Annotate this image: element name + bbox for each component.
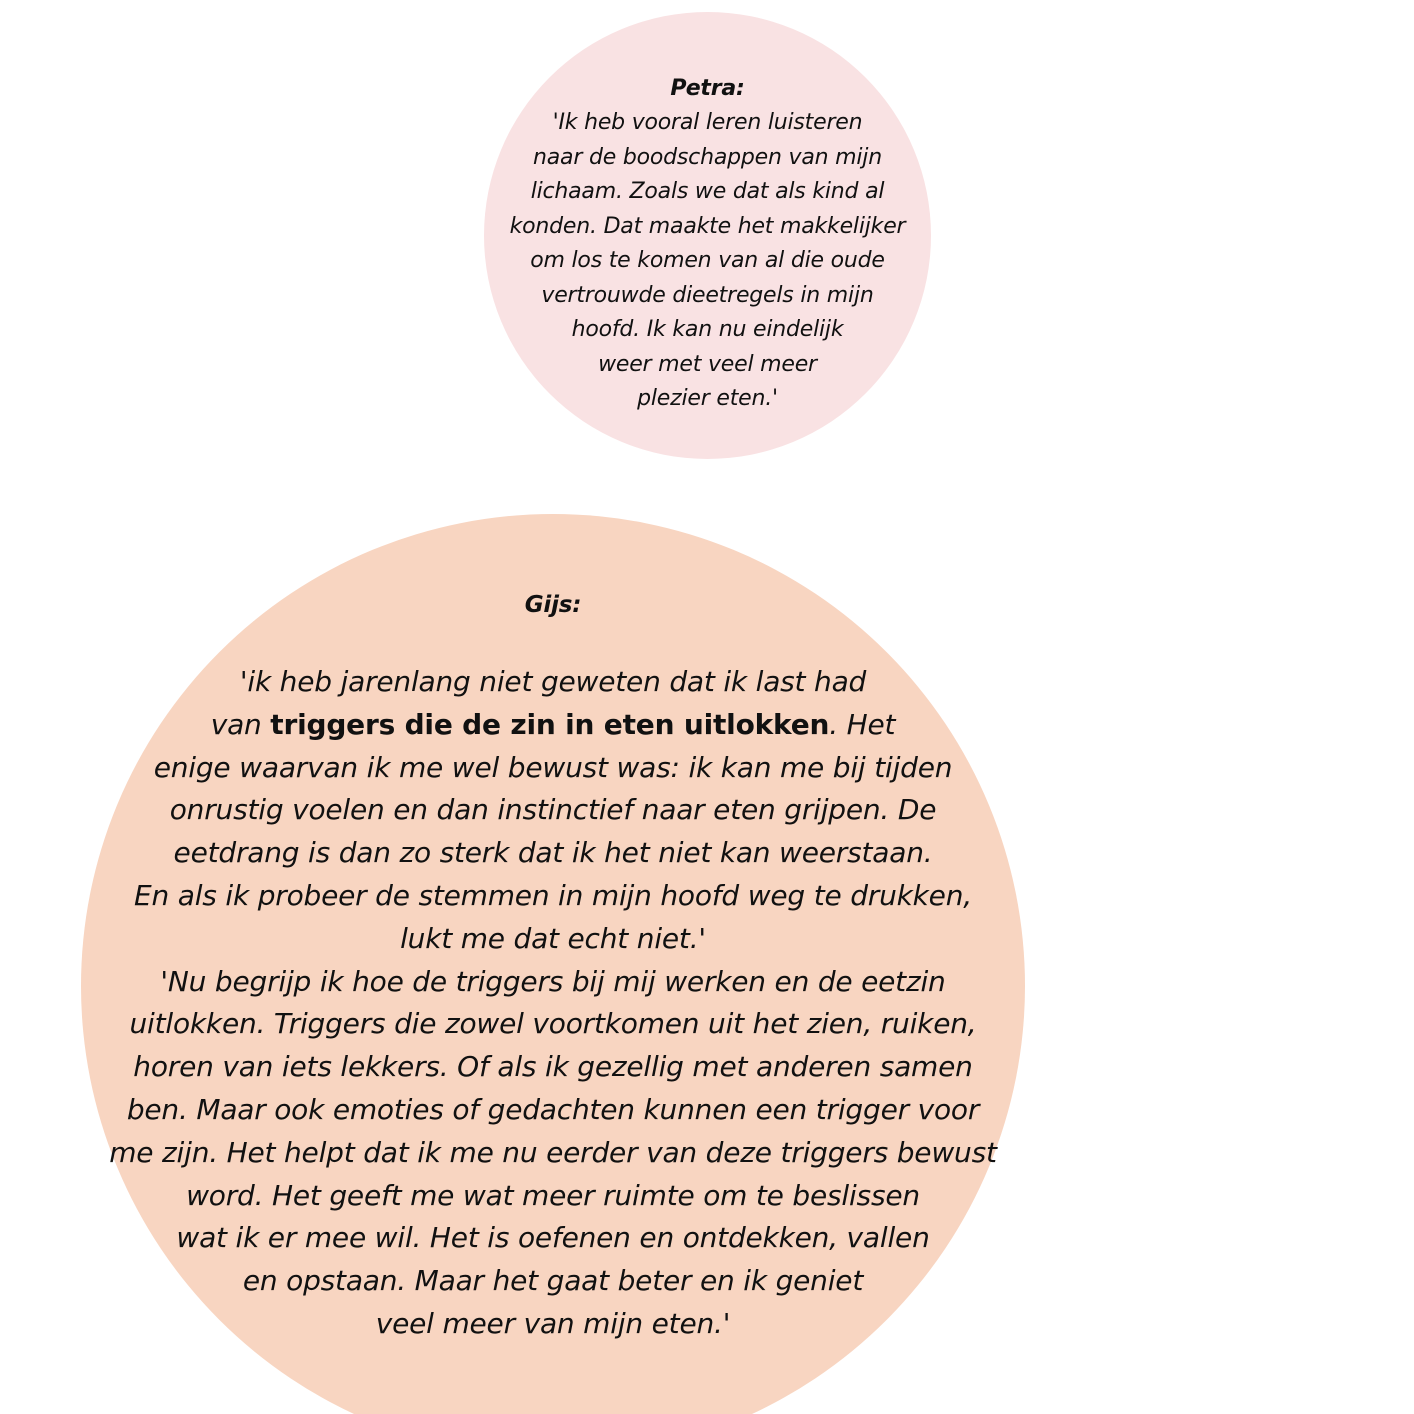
gijs-quote-line: en opstaan. Maar het gaat beter en ik geniet [242,1264,864,1298]
petra-testimonial [484,73,931,417]
gijs-quote-line: enige waarvan ik me wel bewust was: ik kan me bij tijden [153,750,953,784]
gijs-quote-line: lukt me dat echt niet.' [400,921,706,955]
gijs-quote-line: word. Het geeft me wat meer ruimte om te beslissen [186,1178,920,1212]
gijs-quote-line: 'ik heb jarenlang niet geweten dat ik last had [239,665,867,698]
gijs-quote-line: me zijn. Het helpt dat ik me nu eerder van deze triggers bewust [109,1135,997,1169]
gijs-quote-line: onrustig voelen en dan instinctief naar eten grijpen. De [169,793,937,827]
gijs-quote-line: wat ik er mee wil. Het is oefenen en ontdekken, vallen [176,1221,930,1255]
petra-speaker-name: Petra: [670,76,745,101]
gijs-quote-line: horen van iets lekkers. Of als ik gezellig met anderen samen [133,1050,973,1084]
gijs-emphasis-text: triggers die de zin in eten uitlokken [270,707,830,741]
gijs-quote-line: ben. Maar ook emoties of gedachten kunnen een trigger voor [126,1092,980,1126]
gijs-quote-fragment: . Het [829,707,896,741]
petra-quote-line: om los te komen van al die oude [530,248,885,273]
gijs-quote-line-emphasis [81,704,1025,747]
petra-quote-line: 'Ik heb vooral leren luisteren [552,110,863,135]
gijs-quote-line: eetdrang is dan zo sterk dat ik het niet kan weerstaan. [173,836,933,870]
gijs-quote-line: 'Nu begrijp ik hoe de triggers bij mij werken en de eetzin [160,964,946,998]
petra-quote-line: weer met veel meer [598,351,817,377]
petra-quote-line: lichaam. Zoals we dat als kind al [530,179,885,204]
gijs-testimonial [81,589,1025,1346]
gijs-speaker-name: Gijs: [524,592,582,618]
gijs-quote-line: veel meer van mijn eten.' [375,1306,731,1340]
petra-quote-line: naar de boodschappen van mijn [533,144,882,170]
gijs-quote-line: En als ik probeer de stemmen in mijn hoofd weg te drukken, [134,878,972,912]
gijs-quote-line: uitlokken. Triggers die zowel voortkomen uit het zien, ruiken, [129,1007,977,1041]
petra-quote-line: hoofd. Ik kan nu eindelijk [571,317,844,342]
petra-quote-line: plezier eten.' [637,386,778,411]
petra-quote-line: konden. Dat maakte het makkelijker [509,213,906,239]
gijs-quote-fragment: van [210,707,271,741]
petra-quote-line: vertrouwde dieetregels in mijn [541,282,874,308]
